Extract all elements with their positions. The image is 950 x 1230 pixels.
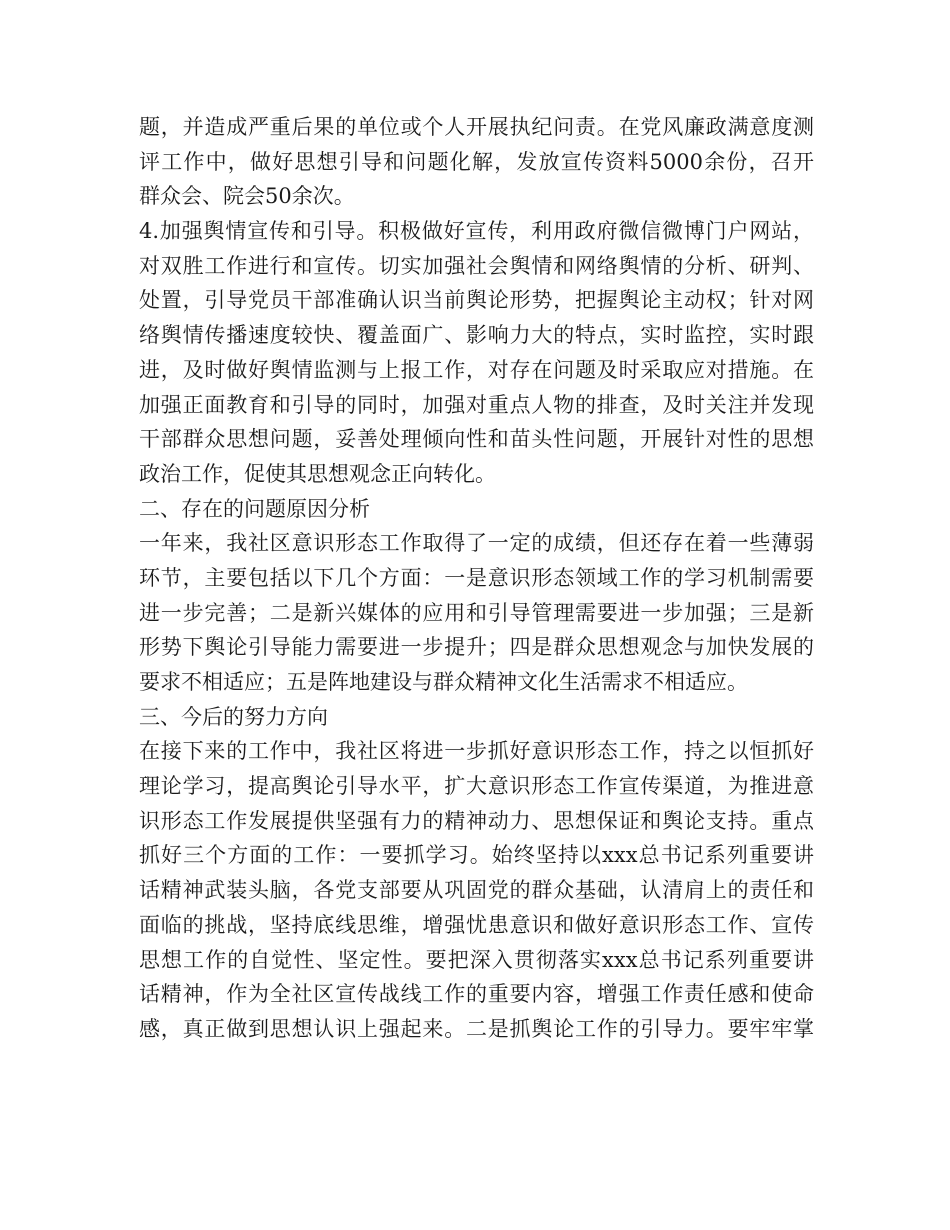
text-line: 题，并造成严重后果的单位或个人开展执纪问责。在党风廉政满意度测 (139, 115, 814, 139)
text-line: 形势下舆论引导能力需要进一步提升；四是群众思想观念与加快发展的 (139, 635, 814, 660)
text-line: 话精神，作为全社区宣传战线工作的重要内容，增强工作责任感和使命 (139, 982, 814, 1007)
document-body (139, 110, 814, 1047)
text-line: 面临的挑战，坚持底线思维，增强忧患意识和做好意识形态工作、宣传 (139, 912, 814, 937)
section-heading: 三、今后的努力方向 (139, 704, 328, 729)
text-line: 群众会、院会50余次。 (139, 184, 355, 209)
text-line: 理论学习，提高舆论引导水平，扩大意识形态工作宣传渠道，为推进意 (139, 774, 814, 799)
text-line: 络舆情传播速度较快、覆盖面广、影响力大的特点，实时监控，实时跟 (139, 323, 814, 348)
text-line: 一年来，我社区意识形态工作取得了一定的成绩，但还存在着一些薄弱 (139, 531, 814, 556)
text-line: 在接下来的工作中，我社区将进一步抓好意识形态工作，持之以恒抓好 (139, 739, 814, 764)
text-line: 处置，引导党员干部准确认识当前舆论形势，把握舆论主动权；针对网 (139, 288, 814, 313)
text-line: 干部群众思想问题，妥善处理倾向性和苗头性问题，开展针对性的思想 (139, 427, 814, 452)
text-line: 要求不相适应；五是阵地建设与群众精神文化生活需求不相适应。 (139, 670, 748, 694)
text-line: 抓好三个方面的工作：一要抓学习。始终坚持以xxx总书记系列重要讲 (139, 843, 814, 868)
text-line: 思想工作的自觉性、坚定性。要把深入贯彻落实xxx总书记系列重要讲 (139, 947, 814, 972)
text-line: 进，及时做好舆情监测与上报工作，对存在问题及时采取应对措施。在 (139, 357, 814, 382)
text-line: 感，真正做到思想认识上强起来。二是抓舆论工作的引导力。要牢牢掌 (139, 1016, 814, 1041)
text-line: 话精神武装头脑，各党支部要从巩固党的群众基础，认清肩上的责任和 (139, 878, 814, 903)
text-line: 识形态工作发展提供坚强有力的精神动力、思想保证和舆论支持。重点 (139, 808, 814, 833)
text-line: 政治工作，促使其思想观念正向转化。 (139, 461, 496, 486)
text-line: 对双胜工作进行和宣传。切实加强社会舆情和网络舆情的分析、研判、 (139, 253, 814, 278)
text-line: 环节，主要包括以下几个方面：一是意识形态领域工作的学习机制需要 (139, 565, 814, 590)
text-line: 进一步完善；二是新兴媒体的应用和引导管理需要进一步加强；三是新 (139, 600, 814, 625)
text-line: 4.加强舆情宣传和引导。积极做好宣传，利用政府微信微博门户网站， (139, 219, 814, 244)
section-heading: 二、存在的问题原因分析 (139, 496, 370, 521)
text-line: 加强正面教育和引导的同时，加强对重点人物的排查，及时关注并发现 (139, 392, 814, 417)
text-line: 评工作中，做好思想引导和问题化解，发放宣传资料5000余份，召开 (139, 149, 814, 174)
